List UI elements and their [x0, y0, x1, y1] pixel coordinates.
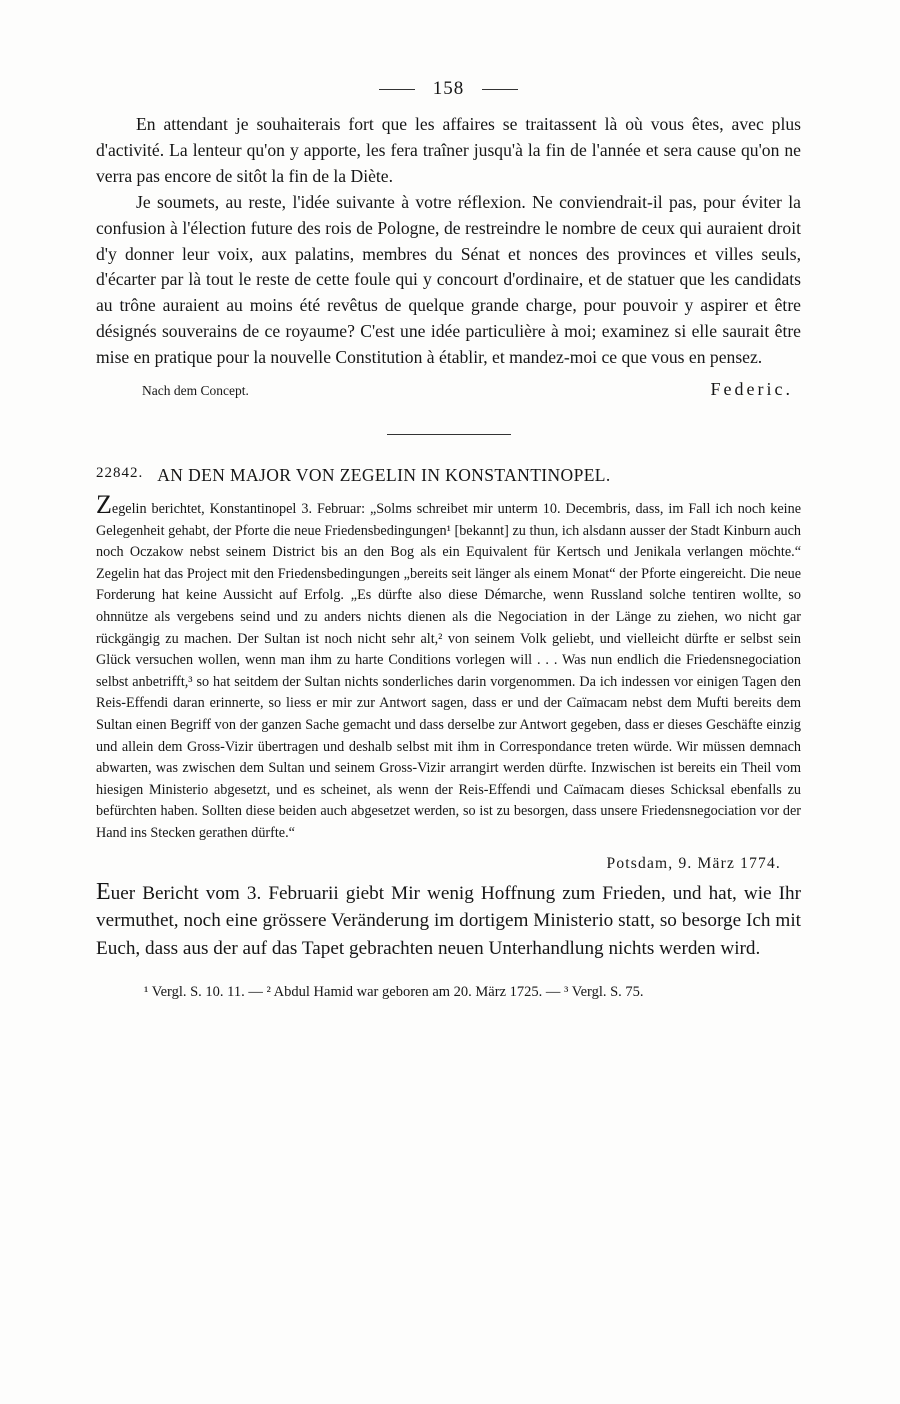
report-initial: Z — [96, 490, 112, 520]
dateline: Potsdam, 9. März 1774. — [606, 854, 781, 872]
page-number-dash-right — [482, 89, 518, 90]
document-heading — [96, 465, 801, 486]
source-note: Nach dem Concept. — [142, 383, 249, 399]
report-text: egelin berichtet, Konstantinopel 3. Februar: „Solms schreibet mir unterm 10. Decembris, dass, im Fall ich noch keine Gelegenheit gehabt, der Pforte die neue Friedensbedingungen¹ [bekannt] zu thun, ich alsdann ausser der Stadt Kinburn auch noch Oczakow nebst seinem District bis an den Bog als ein Equivalent für Kertsch und Jenikala verlangen möchte.“ Zegelin hat das Project mit den Friedensbedingungen „bereits seit länger als einem Monat“ der Pforte eingereicht. Die neue Forderung hat keine Aussicht auf Erfolg. „Es dürfte also diese Démarche, wenn Russland solche tentiren wollte, so ohnnütze als vergebens seind und zu anders nichts dienen als die Negociation in der Länge zu ziehen, wo nicht gar rückgängig zu machen. Der Sultan ist noch nicht sehr alt,² von seinem Volk geliebt, und vielleicht dürfte er selbst sein Glück versuchen wollen, wenn man ihm zu harte Conditions vorlegen will . . . Was nun endlich die Friedensnegociation selbst anbetrifft,³ so hat seitdem der Sultan nichts sonderliches darin vorgenommen. Da ich indessen vor einigen Tagen den Reis-Effendi daran erinnerte, so liess er mir zur Antwort sagen, dass er und der Caïmacam nebst dem Mufti bereits dem Sultan einen Begriff von der ganzen Sache gemacht und dass derselbe zur Antwort gegeben, dass er dieses Geschäfte einzig und allein dem Gross-Vizir übertragen und deshalb selbst mit ihm in Correspondance treten würde. Wir müssen demnach abwarten, was zwischen dem Sultan und seinem Gross-Vizir arrangirt werden dürfte. Inzwischen ist bereits ein Theil vom hiesigen Ministerio abgesetzt, und es scheinet, als wenn der Reis-Effendi und Caïmacam dieses Schicksal ebenfalls zu befürchten haben. Sollten diese beiden auch abgesetzet werden, so ist zu besorgen, dass unsere Friedensnegociation vor der Hand ins Stecken gerathen dürfte.“ — [96, 501, 801, 841]
reply-initial: E — [96, 878, 111, 905]
page-number-dash-left — [379, 89, 415, 90]
signature-line — [96, 379, 801, 400]
reply-body — [96, 879, 801, 963]
footnotes: ¹ Vergl. S. 10. 11. — ² Abdul Hamid war geboren am 20. März 1725. — ³ Vergl. S. 75. — [144, 983, 644, 1000]
book-page — [96, 78, 801, 1003]
reply-paragraph — [96, 879, 801, 963]
section-divider — [387, 434, 511, 435]
document-title: AN DEN MAJOR VON ZEGELIN IN KONSTANTINOPEL. — [157, 465, 611, 486]
report-paragraph — [96, 490, 801, 845]
reply-text: uer Bericht vom 3. Februarii giebt Mir wenig Hoffnung zum Frieden, und hat, wie Ihr vermuthet, noch eine grössere Veränderung im dortigem Ministerio statt, so besorge Ich mit Euch, dass aus der auf das Tapet gebrachten neuen Unterhandlung nichts werden wird. — [96, 882, 801, 960]
report-summary — [96, 490, 801, 845]
page-number-text: 158 — [432, 78, 465, 99]
letter-paragraph-1: En attendant je souhaiterais fort que les affaires se traitassent là où vous êtes, avec plus d'activité. La lenteur qu'on y apporte, les fera traîner jusqu'à la fin de l'année et sera cause qu'on ne verra pas encore de sitôt la fin de la Diète. — [96, 114, 801, 186]
letter-paragraph-2: Je soumets, au reste, l'idée suivante à votre réflexion. Ne conviendrait-il pas, pour éviter la confusion à l'élection future des rois de Pologne, de restreindre le nombre de ceux qui auraient droit d'y donner leur voix, aux palatins, membres du Sénat et nonces des provinces et villes seuls, d'écarter par là tout le reste de cette foule qui y concourt d'ordinaire, et de statuer que les candidats au trône auraient au moins été revêtus de quelque grande charge, pour pouvoir y aspirer et être désignés souverains de ce royaume? C'est une idée particulière à moi; examinez si elle saurait être mise en pratique pour la nouvelle Constitution à établir, et mandez-moi ce que vous en pensez. — [96, 191, 801, 368]
letter-body — [96, 112, 801, 400]
signature: Federic. — [710, 379, 793, 400]
page-number — [96, 78, 801, 100]
document-number: 22842. — [96, 465, 144, 482]
